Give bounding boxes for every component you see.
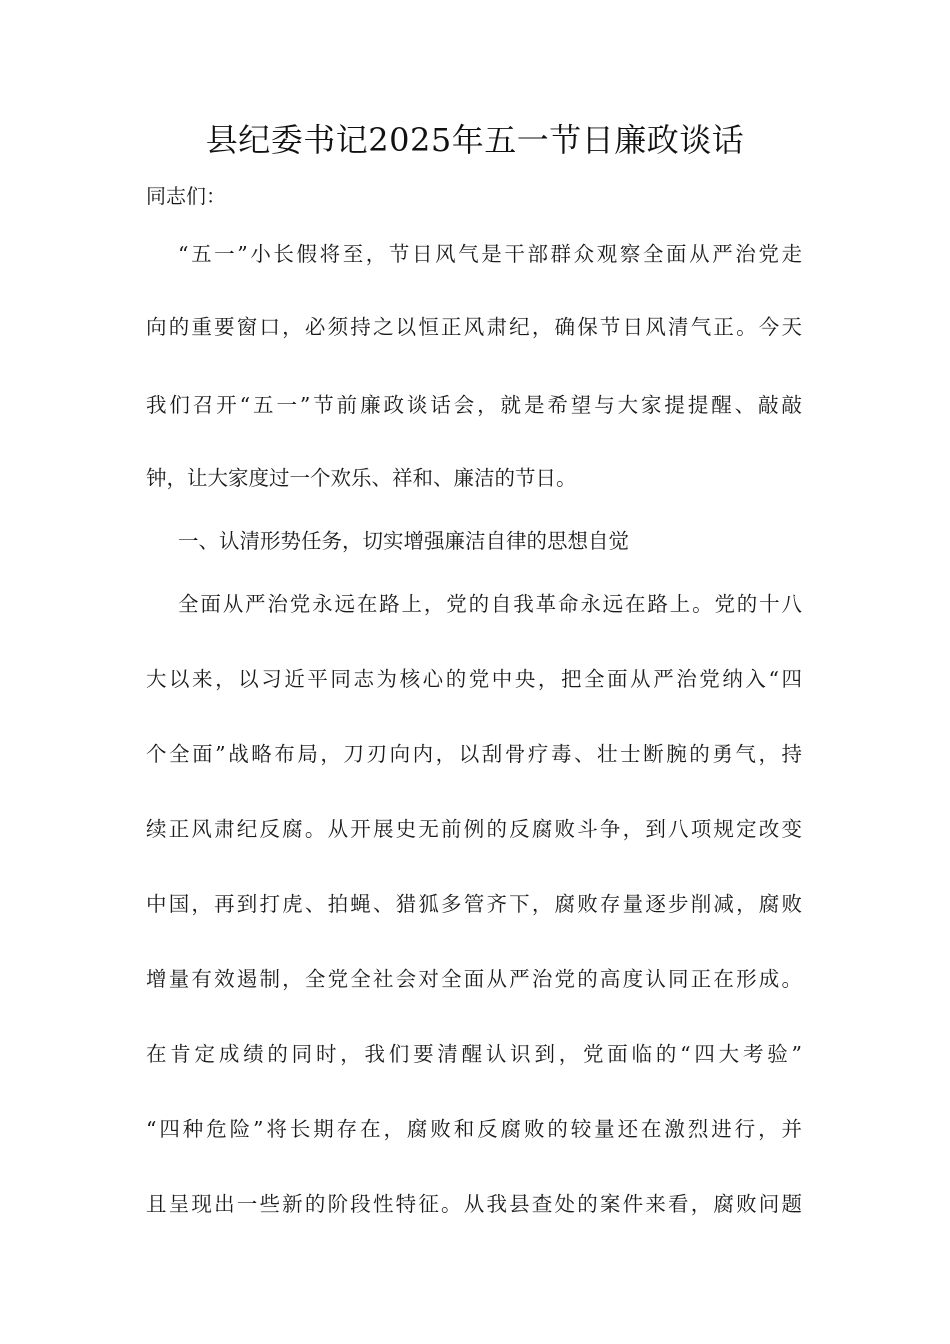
paragraph-line: 向的重要窗口，必须持之以恒正风肃纪，确保节日风清气正。今天: [146, 315, 802, 339]
paragraph-line: 中国，再到打虎、拍蝇、猎狐多管齐下，腐败存量逐步削减，腐败: [146, 892, 802, 916]
document-title: 县纪委书记2025年五一节日廉政谈话: [205, 121, 745, 159]
paragraph-line: 续正风肃纪反腐。从开展史无前例的反腐败斗争，到八项规定改变: [146, 817, 802, 841]
paragraph-line: 大以来，以习近平同志为核心的党中央，把全面从严治党纳入“四: [146, 667, 802, 691]
paragraph-line: 且呈现出一些新的阶段性特征。从我县查处的案件来看，腐败问题: [146, 1192, 802, 1216]
salutation: 同志们：: [146, 184, 226, 208]
paragraph-line: 在肯定成绩的同时，我们要清醒认识到，党面临的“四大考验”: [146, 1042, 802, 1066]
paragraph-line: 钟，让大家度过一个欢乐、祥和、廉洁的节日。: [146, 466, 577, 490]
paragraph-line: “四种危险”将长期存在，腐败和反腐败的较量还在激烈进行，并: [146, 1117, 802, 1141]
paragraph-line: 全面从严治党永远在路上，党的自我革命永远在路上。党的十八: [178, 592, 802, 616]
paragraph-line: “五一”小长假将至，节日风气是干部群众观察全面从严治党走: [178, 242, 802, 266]
section-heading: 一、认清形势任务，切实增强廉洁自律的思想自觉: [178, 529, 629, 553]
paragraph-line: 我们召开“五一”节前廉政谈话会，就是希望与大家提提醒、敲敲: [146, 393, 802, 417]
paragraph-line: 增量有效遏制，全党全社会对全面从严治党的高度认同正在形成。: [146, 967, 802, 991]
paragraph-line: 个全面”战略布局，刀刃向内，以刮骨疗毒、壮士断腕的勇气，持: [146, 742, 802, 766]
